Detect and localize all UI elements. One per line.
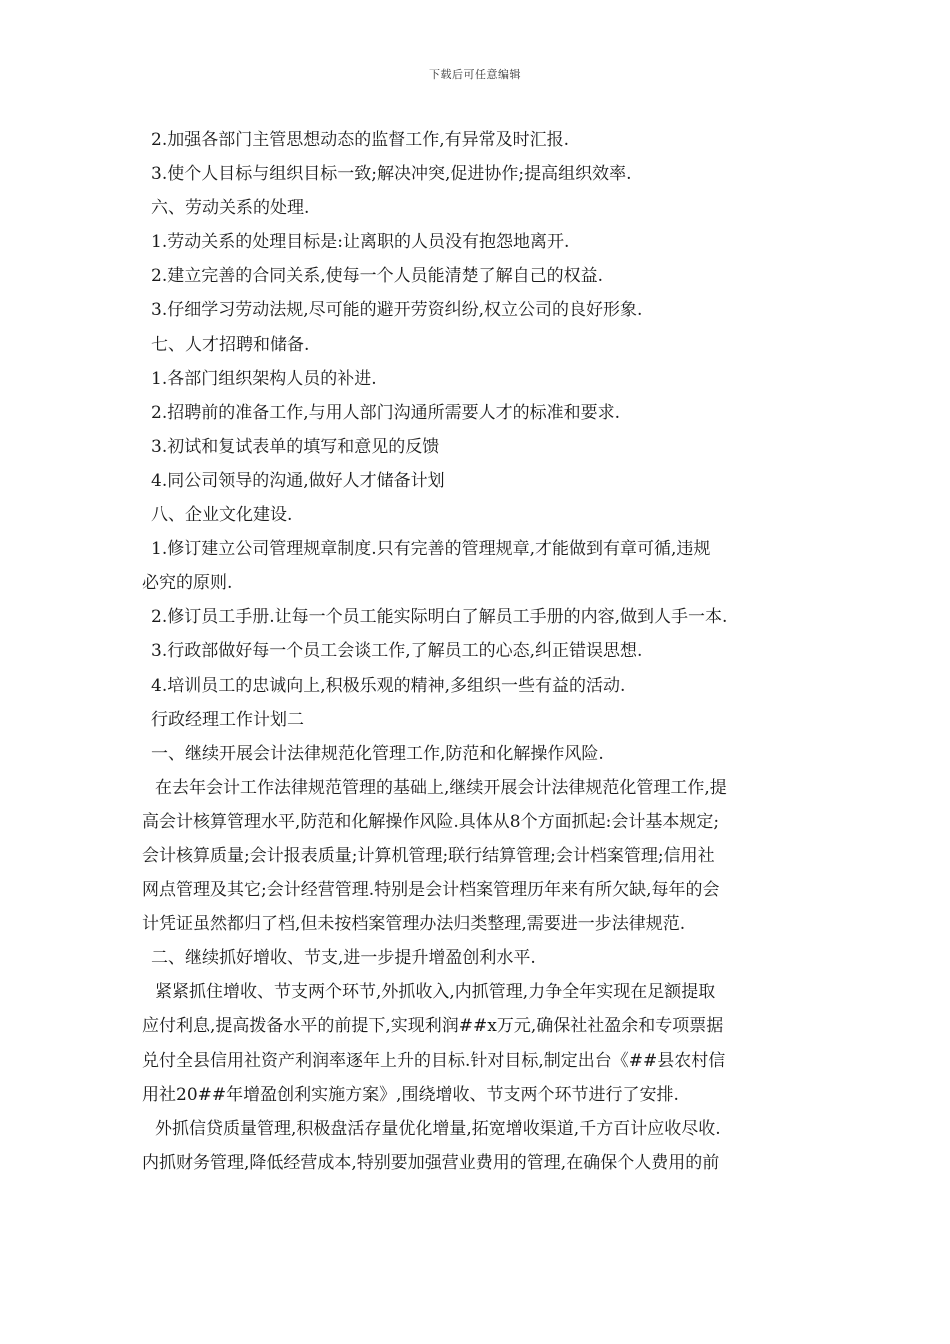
- paragraph-line: 紧紧抓住增收、节支两个环节,外抓收入,内抓管理,力争全年实现在足额提取: [155, 982, 716, 1003]
- paragraph-line: 在去年会计工作法律规范管理的基础上,继续开展会计法律规范化管理工作,提: [155, 777, 727, 798]
- paragraph-line: 高会计核算管理水平,防范和化解操作风险.具体从8个方面抓起:会计基本规定;: [142, 811, 720, 832]
- paragraph-line: 4.同公司领导的沟通,做好人才储备计划: [151, 470, 445, 491]
- paragraph-line: 2.建立完善的合同关系,使每一个人员能清楚了解自己的权益.: [151, 266, 604, 287]
- paragraph-line: 3.行政部做好每一个员工会谈工作,了解员工的心态,纠正错误思想.: [151, 641, 643, 662]
- paragraph-line: 计凭证虽然都归了档,但未按档案管理办法归类整理,需要进一步法律规范.: [142, 914, 686, 935]
- paragraph-line: 1.修订建立公司管理规章制度.只有完善的管理规章,才能做到有章可循,违规: [151, 539, 711, 560]
- paragraph-line: 4.培训员工的忠诚向上,积极乐观的精神,多组织一些有益的活动.: [151, 675, 626, 696]
- paragraph-line: 2.加强各部门主管思想动态的监督工作,有异常及时汇报.: [151, 130, 570, 150]
- paragraph-line: 2.招聘前的准备工作,与用人部门沟通所需要人才的标准和要求.: [151, 402, 621, 423]
- paragraph-line: 用社20##年增盈创利实施方案》,围绕增收、节支两个环节进行了安排.: [142, 1084, 679, 1105]
- paragraph-line: 2.修订员工手册.让每一个员工能实际明白了解员工手册的内容,做到人手一本.: [151, 607, 728, 628]
- paragraph-line: 3.仔细学习劳动法规,尽可能的避开劳资纠纷,权立公司的良好形象.: [151, 300, 643, 321]
- paragraph-line: 内抓财务管理,降低经营成本,特别要加强营业费用的管理,在确保个人费用的前: [142, 1152, 720, 1173]
- paragraph-line: 六、劳动关系的处理.: [151, 198, 310, 219]
- paragraph-line: 八、企业文化建设.: [151, 505, 293, 526]
- paragraph-line: 兑付全县信用社资产利润率逐年上升的目标.针对目标,制定出台《##县农村信: [142, 1050, 726, 1071]
- paragraph-line: 应付利息,提高拨备水平的前提下,实现利润##x万元,确保社社盈余和专项票据: [142, 1016, 724, 1037]
- page-header: 下载后可任意编辑: [429, 68, 521, 81]
- paragraph-line: 会计核算质量;会计报表质量;计算机管理;联行结算管理;会计档案管理;信用社: [142, 845, 715, 866]
- paragraph-line: 1.劳动关系的处理目标是:让离职的人员没有抱怨地离开.: [151, 232, 570, 253]
- document-body: [142, 123, 820, 1180]
- paragraph-line: 二、继续抓好增收、节支,进一步提升增盈创利水平.: [151, 948, 536, 969]
- paragraph-line: 3.初试和复试表单的填写和意见的反馈: [151, 436, 440, 457]
- paragraph-line: 必究的原则.: [142, 573, 233, 594]
- paragraph-line: 七、人才招聘和储备.: [151, 334, 310, 355]
- paragraph-line: 外抓信贷质量管理,积极盘活存量优化增量,拓宽增收渠道,千方百计应收尽收.: [155, 1118, 721, 1139]
- paragraph-line: 行政经理工作计划二: [151, 709, 304, 730]
- paragraph-line: 一、继续开展会计法律规范化管理工作,防范和化解操作风险.: [151, 743, 604, 764]
- paragraph-line: 网点管理及其它;会计经营管理.特别是会计档案管理历年来有所欠缺,每年的会: [142, 880, 720, 901]
- paragraph-line: 3.使个人目标与组织目标一致;解决冲突,促进协作;提高组织效率.: [151, 164, 632, 185]
- paragraph-line: 1.各部门组织架构人员的补进.: [151, 368, 377, 389]
